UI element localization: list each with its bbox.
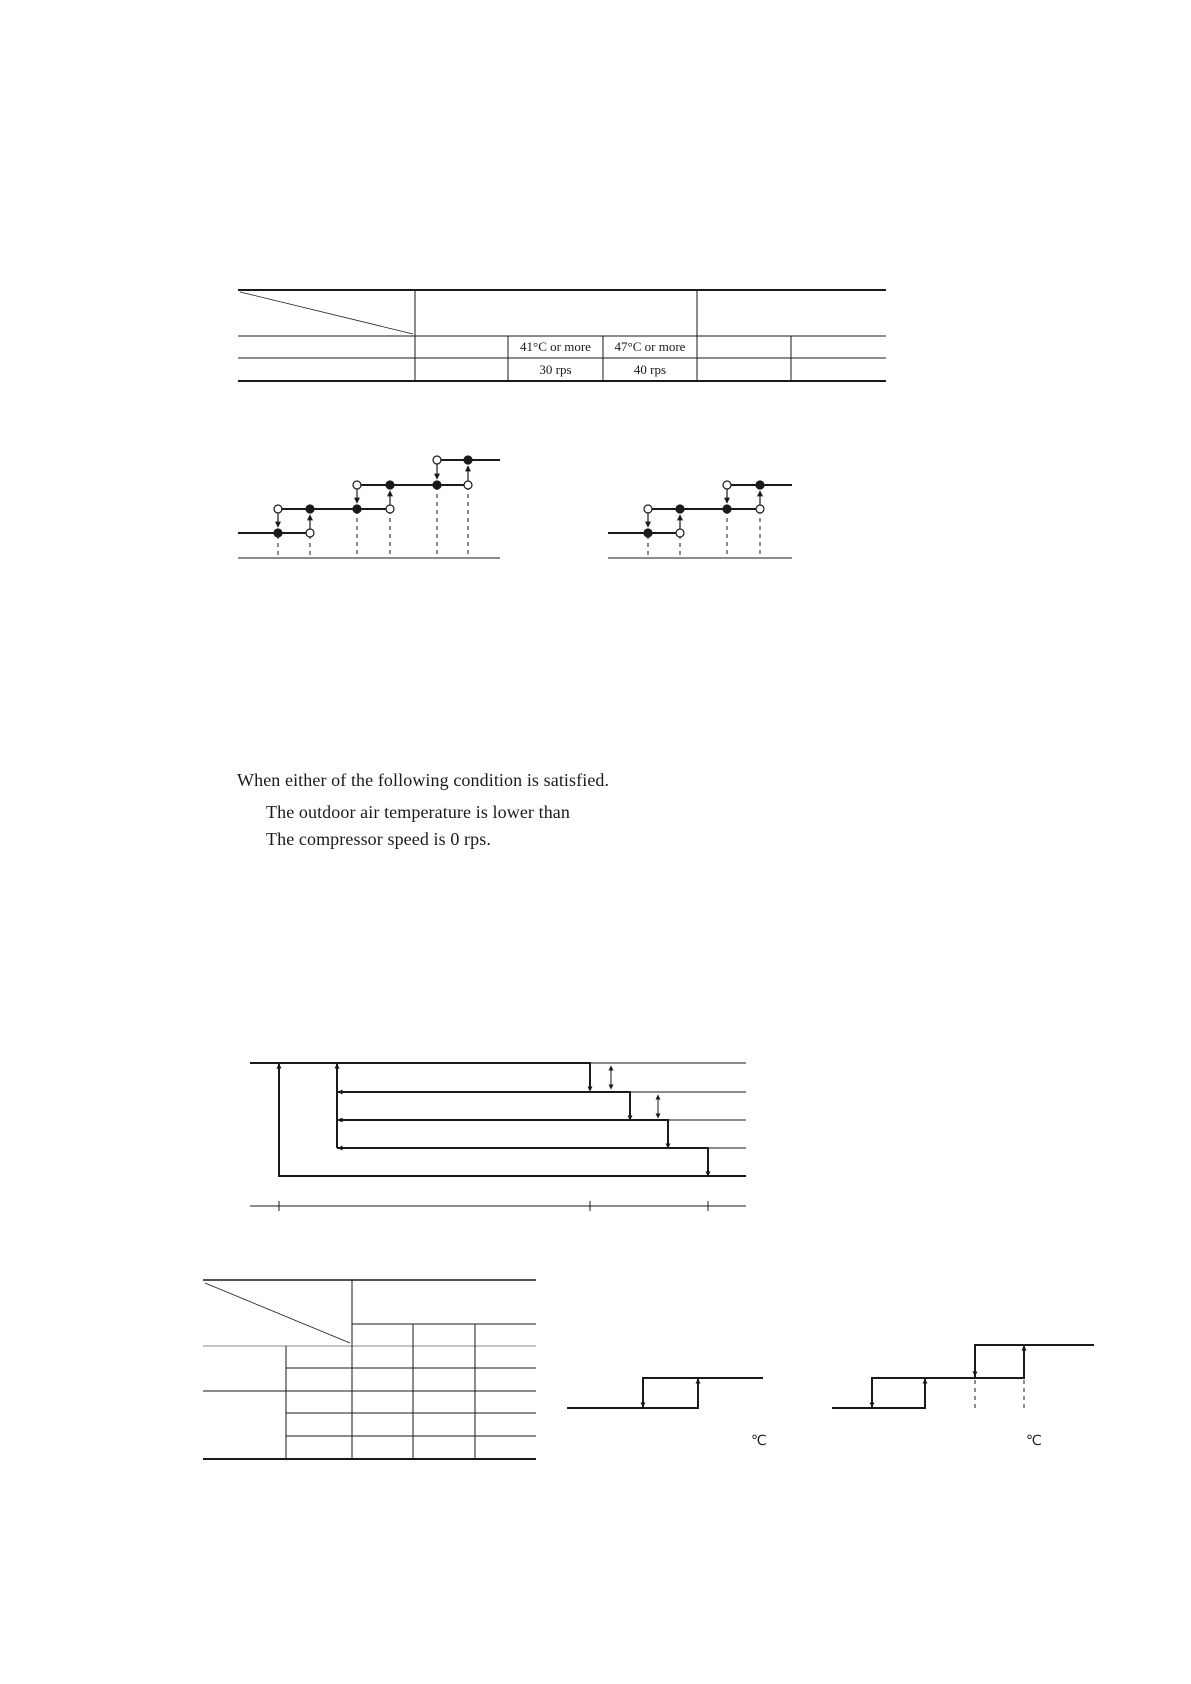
table-cell-temp-47: 47°C or more bbox=[614, 339, 686, 354]
condition-intro: When either of the following condition is satisfied. bbox=[237, 770, 610, 790]
unit-celsius-left: ℃ bbox=[751, 1433, 767, 1449]
table-cell-temp-41: 41°C or more bbox=[520, 339, 591, 354]
unit-celsius-right: ℃ bbox=[1026, 1433, 1042, 1449]
table-cell-speed-40: 40 rps bbox=[633, 362, 667, 377]
condition-item-outdoor-temp: The outdoor air temperature is lower than bbox=[266, 802, 570, 822]
table-cell-speed-30: 30 rps bbox=[539, 362, 572, 377]
condition-item-compressor-speed: The compressor speed is 0 rps. bbox=[266, 829, 491, 849]
